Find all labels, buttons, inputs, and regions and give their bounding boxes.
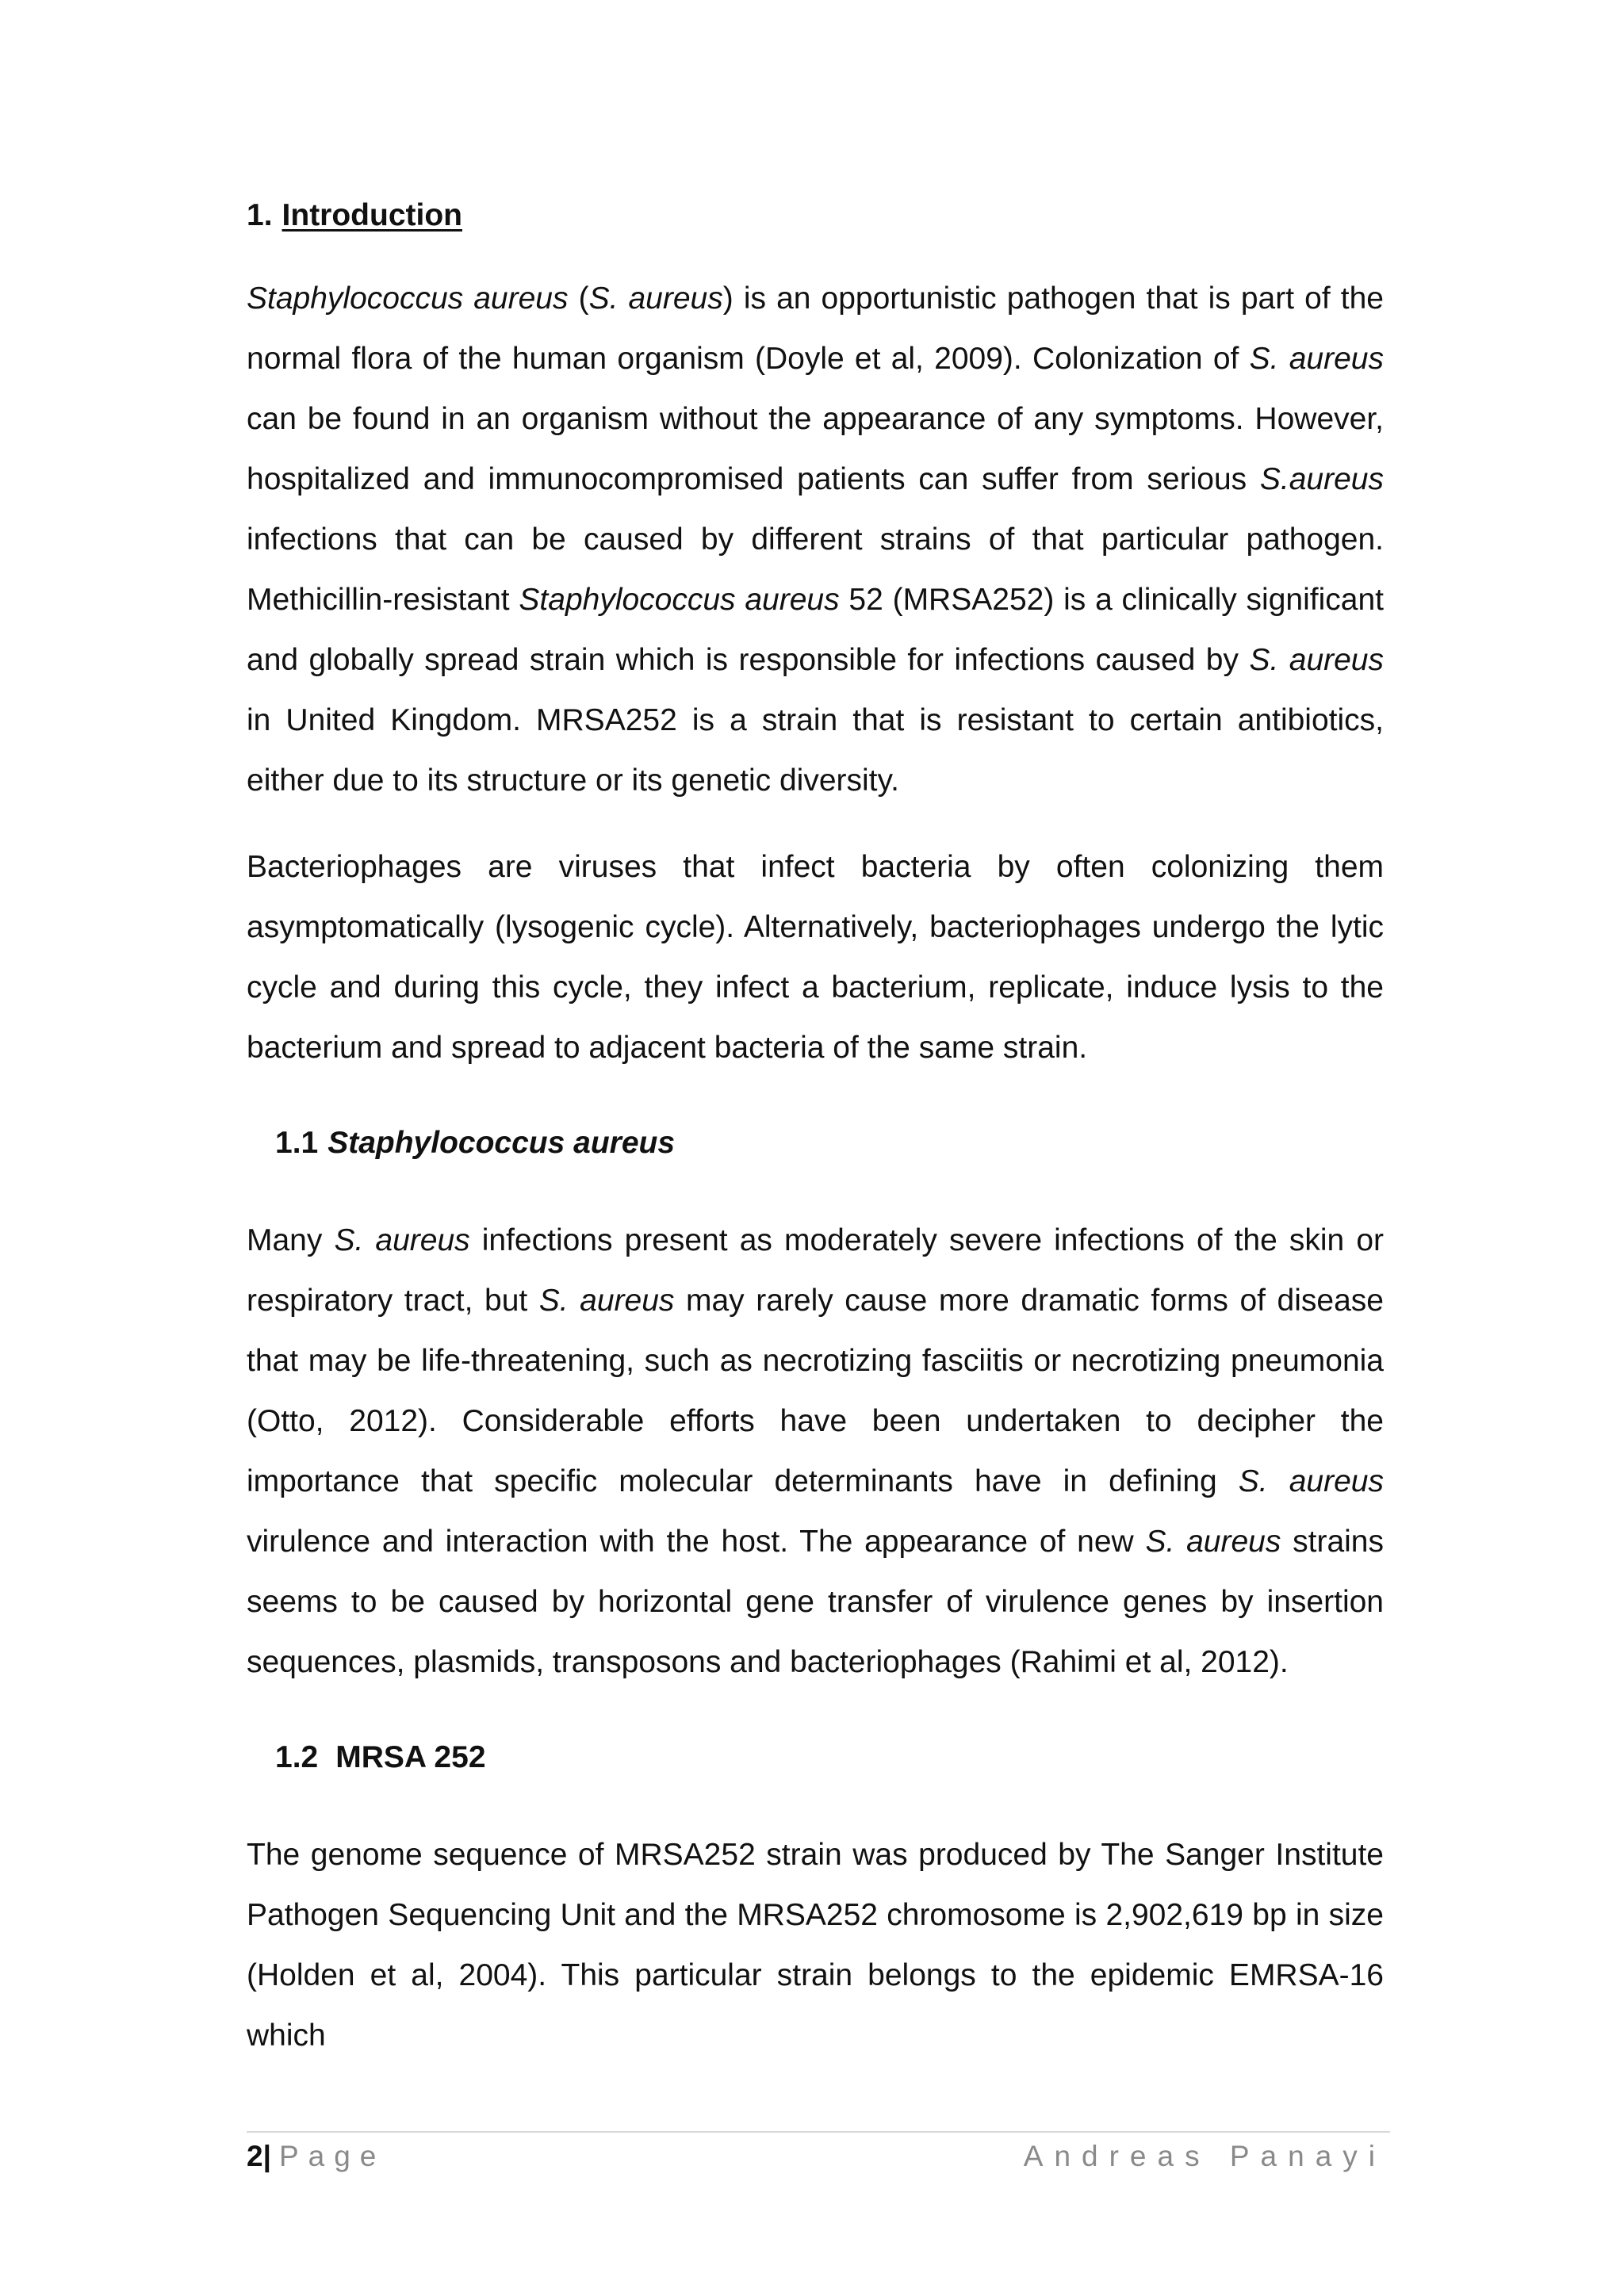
species-name-italic: Staphylococcus aureus [247,281,569,316]
species-name-italic: S.aureus [1259,462,1384,496]
section-heading-introduction [247,193,462,238]
species-name-italic: S. aureus [334,1223,470,1257]
paragraph-intro-2: Bacteriophages are viruses that infect bacteria by often colonizing them asymptomatically (lysogenic cycle). Alternatively, bacteriophages undergo the lytic cycle and during this cycle, they infect a bacterium, replicate, induce lysis to the bacterium and spread to adjacent bacteria of the same strain. [247,850,1384,1065]
species-name-italic: S. aureus [1249,643,1384,677]
species-name-italic: S. aureus [1238,1464,1384,1498]
section-title: Introduction [282,198,462,232]
subsection-heading-mrsa252 [275,1735,486,1780]
subsection-title: MRSA 252 [335,1740,486,1774]
species-name-italic: S. aureus [538,1284,675,1318]
paragraph-mrsa252: The genome sequence of MRSA252 strain was produced by The Sanger Institute Pathogen Sequencing Unit and the MRSA252 chromosome is 2,902,619 bp in size (Holden et al, 2004). This particular strain belongs to the epidemic EMRSA-16 which [247,1838,1384,2053]
footer-author: Andreas Panayi [1023,2140,1386,2172]
species-name-italic: S. aureus [1249,342,1384,376]
footer-separator: | [262,2140,271,2172]
species-name-italic: S. aureus [588,281,723,316]
species-name-italic: Staphylococcus aureus [519,583,840,617]
subsection-title: Staphylococcus aureus [327,1126,676,1160]
species-name-italic: S. aureus [1145,1525,1281,1559]
footer-page-label [247,2134,385,2179]
subsection-number: 1.1 [275,1126,319,1160]
footer-page-word: Page [278,2140,386,2172]
paragraph-staph-aureus: Many S. aureus infections present as moderately severe infections of the skin or respiratory tract, but S. aureus may rarely cause more dramatic forms of disease that may be life-threatening, such as necrotizing fasciitis or necrotizing pneumonia (Otto, 2012). Considerable efforts have been undertaken to decipher the importance that specific molecular determinants have in defining S. aureus virulence and interaction with the host. The appearance of new S. aureus strains seems to be caused by horizontal gene transfer of virulence genes by insertion sequences, plasmids, transposons and bacteriophages (Rahimi et al, 2012). [247,1223,1385,1679]
footer-page-number: 2 [247,2140,263,2172]
subsection-number: 1.2 [275,1740,319,1774]
footer-divider [247,2131,1390,2133]
paragraph-intro-1: Staphylococcus aureus (S. aureus) is an opportunistic pathogen that is part of the normal flora of the human organism (Doyle et al, 2009). Colonization of S. aureus can be found in an organism without the appearance of any symptoms. However, hospitalized and immunocompromised patients can suffer from serious S.aureus infections that can be caused by different strains of that particular pathogen. Methicillin-resistant Staphylococcus aureus 52 (MRSA252) is a clinically significant and globally spread strain which is responsible for infections caused by S. aureus in United Kingdom. MRSA252 is a strain that is resistant to certain antibiotics, either due to its structure or its genetic diversity. [247,281,1384,798]
subsection-heading-staphylococcus-aureus [275,1121,675,1165]
section-number: 1. [247,198,273,232]
